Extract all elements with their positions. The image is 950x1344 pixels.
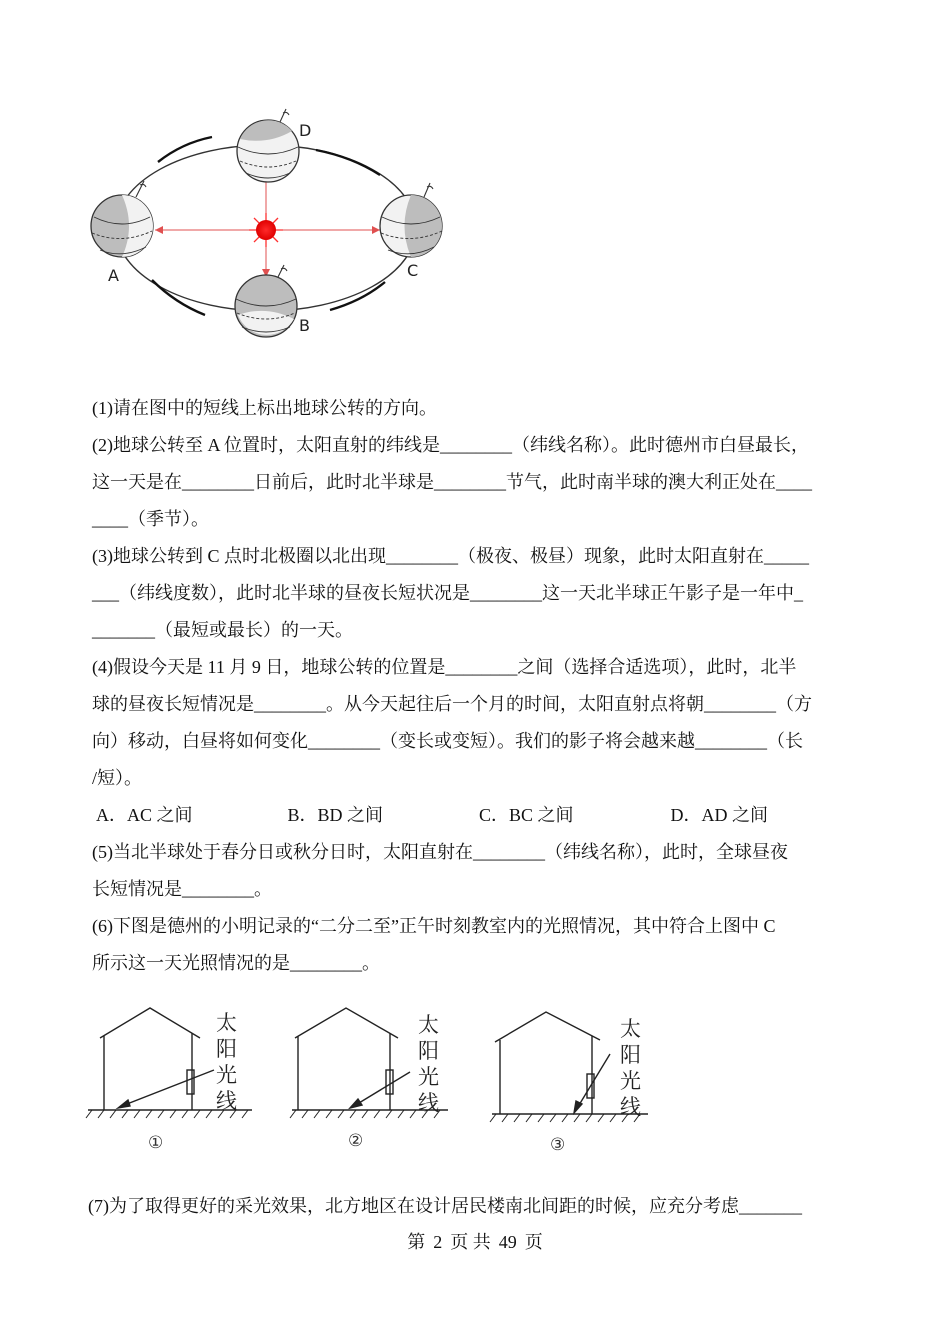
text-line: (6)下图是德州的小明记录的“二分二至”正午时刻教室内的光照情况，其中符合上图中 C bbox=[92, 916, 776, 936]
earth-d bbox=[237, 109, 299, 182]
option-d: D．AD 之间 bbox=[670, 805, 768, 825]
svg-text:太: 太 bbox=[620, 1017, 641, 1041]
svg-text:阳: 阳 bbox=[418, 1039, 439, 1063]
sun-label-1 bbox=[216, 1011, 237, 1113]
svg-text:线: 线 bbox=[418, 1091, 439, 1115]
orbit-figure bbox=[80, 105, 460, 345]
footer-page-number: 2 bbox=[433, 1232, 443, 1252]
footer-prefix: 第 bbox=[407, 1232, 426, 1252]
question-text bbox=[92, 390, 862, 982]
svg-text:光: 光 bbox=[418, 1065, 439, 1089]
text-line: ____（季节）。 bbox=[92, 509, 209, 529]
house-figure bbox=[80, 1000, 680, 1160]
text-line: 所示这一天光照情况的是________。 bbox=[92, 953, 380, 973]
svg-text:太: 太 bbox=[216, 1011, 237, 1035]
svg-text:阳: 阳 bbox=[620, 1043, 641, 1067]
option-b: B．BD 之间 bbox=[287, 805, 384, 825]
footer-mid: 页 共 bbox=[450, 1232, 491, 1252]
caption-1: ① bbox=[148, 1133, 164, 1153]
text-line: (2)地球公转至 A 位置时，太阳直射的纬线是________（纬线名称）。此时德州市白昼最长， bbox=[92, 435, 809, 455]
text-line: _______（最短或最长）的一天。 bbox=[92, 620, 353, 640]
caption-2: ② bbox=[348, 1131, 364, 1151]
earth-c bbox=[380, 183, 442, 257]
footer-suffix: 页 bbox=[524, 1232, 543, 1252]
option-c: C．BC 之间 bbox=[479, 805, 574, 825]
earth-b bbox=[235, 265, 297, 337]
direction-arc-se bbox=[330, 282, 385, 310]
label-d: D bbox=[299, 121, 312, 140]
option-a: A．AC 之间 bbox=[96, 805, 193, 825]
text-line: (4)假设今天是 11 月 9 日，地球公转的位置是________之间（选择合适选项），此时，北半 bbox=[92, 657, 797, 677]
svg-text:线: 线 bbox=[216, 1089, 237, 1113]
sun-label-2 bbox=[418, 1013, 439, 1115]
svg-text:光: 光 bbox=[620, 1069, 641, 1093]
text-line: (5)当北半球处于春分日或秋分日时，太阳直射在________（纬线名称），此时，全球昼夜 bbox=[92, 842, 788, 862]
text-line: (3)地球公转到 C 点时北极圈以北出现________（极夜、极昼）现象，此时太阳直射在_____ bbox=[92, 546, 809, 566]
footer-total-pages: 49 bbox=[498, 1232, 517, 1252]
caption-3: ③ bbox=[550, 1135, 566, 1155]
page-footer bbox=[0, 1228, 950, 1254]
direction-arc-ne bbox=[316, 150, 380, 175]
svg-text:阳: 阳 bbox=[216, 1037, 237, 1061]
svg-text:线: 线 bbox=[620, 1095, 641, 1119]
label-a: A bbox=[108, 266, 119, 285]
earth-a bbox=[91, 181, 153, 257]
label-c: C bbox=[407, 261, 419, 280]
text-line: 长短情况是________。 bbox=[92, 879, 272, 899]
text-line: (1)请在图中的短线上标出地球公转的方向。 bbox=[92, 398, 437, 418]
svg-text:太: 太 bbox=[418, 1013, 439, 1037]
sun-label-3 bbox=[620, 1017, 641, 1119]
direction-arc-sw bbox=[152, 280, 205, 315]
answer-options bbox=[92, 797, 862, 834]
text-line: ___（纬线度数），此时北半球的昼夜长短状况是________这一天北半球正午影子是一年中_ bbox=[92, 583, 803, 603]
sun-icon bbox=[249, 213, 283, 247]
text-line: 向）移动，白昼将如何变化________（变长或变短）。我们的影子将会越来越________（长 bbox=[92, 731, 803, 751]
text-line: 球的昼夜长短情况是________。从今天起往后一个月的时间，太阳直射点将朝________（方 bbox=[92, 694, 812, 714]
text-line: 这一天是在________日前后，此时北半球是________节气，此时南半球的澳大利正处在____ bbox=[92, 472, 812, 492]
label-b: B bbox=[299, 316, 310, 335]
svg-text:光: 光 bbox=[216, 1063, 237, 1087]
question-7: (7)为了取得更好的采光效果，北方地区在设计居民楼南北间距的时候，应充分考虑_______ bbox=[88, 1196, 802, 1216]
text-line: /短）。 bbox=[92, 768, 143, 788]
